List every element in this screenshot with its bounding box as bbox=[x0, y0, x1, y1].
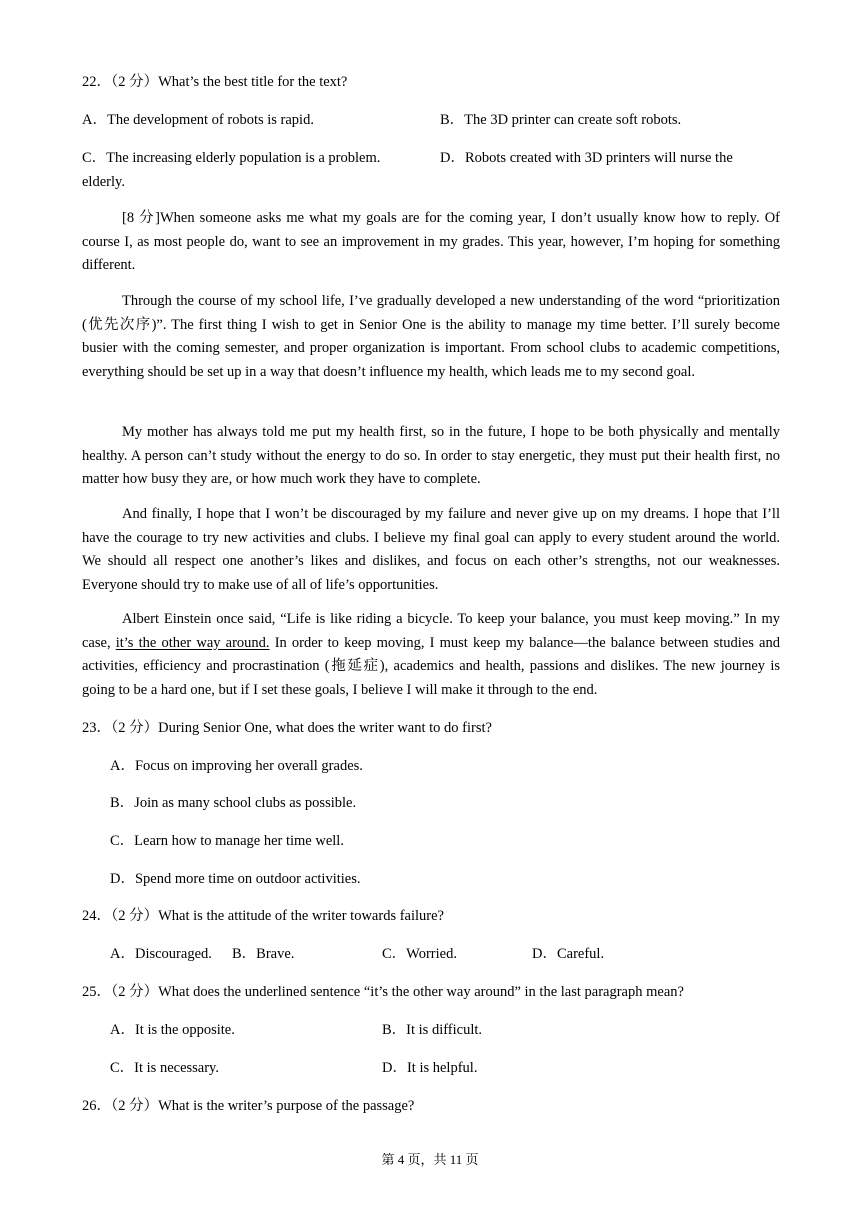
passage-paragraph-4: And finally, I hope that I won’t be discouraged by my failure and never give up on my dreams. I hope that I’ll have the courage to try new activities and clubs. I believe my final goal can apply to every student around the world. We should all respect one another’s likes and dislikes, and focus on each other’s strengths, not our weaknesses. Everyone should try to make use of all of life’s opportunities. bbox=[82, 506, 780, 593]
q25-option-d: D．It is helpful. bbox=[382, 1060, 478, 1076]
q22-option-c: C．The increasing elderly population is a problem. bbox=[82, 150, 381, 166]
q24-option-b: B．Brave. bbox=[232, 946, 295, 962]
passage-paragraph-1: [8 分]When someone asks me what my goals are for the coming year, I don’t usually know how to reply. Of course I, as most people do, want to see an improvement in my grades. This year, however, I’m hoping for something different. bbox=[82, 210, 780, 274]
paragraph-5-text-start: Albert Einstein once said, “Life is like riding a bicycle. To keep your balance, you must keep moving.” In my case, bbox=[82, 611, 780, 651]
q22-stem: 22．（2 分）What’s the best title for the text? bbox=[82, 74, 348, 90]
q25-option-c: C．It is necessary. bbox=[110, 1060, 219, 1076]
q25-stem: 25．（2 分）What does the underlined sentence “it’s the other way around” in the last paragraph mean? bbox=[82, 984, 684, 1000]
q22-option-b: B．The 3D printer can create soft robots. bbox=[440, 112, 682, 128]
q22-option-d: D．Robots created with 3D printers will nurse the bbox=[440, 150, 733, 166]
passage-paragraph-2: Through the course of my school life, I’ve gradually developed a new understanding of the word “prioritization (优先次序)”. The first thing I wish to get in Senior One is the ability to manage my time better. I’ll surely become busier with the coming semester, and proper organization is important. From school clubs to academic competitions, everything should be set up in a way that doesn’t influence my health, which leads me to my second goal. bbox=[82, 293, 780, 380]
passage-paragraph-5 bbox=[82, 608, 780, 702]
page-number-footer: 第 4 页，共 11 页 bbox=[381, 1152, 479, 1167]
q23-option-d: D．Spend more time on outdoor activities. bbox=[110, 871, 361, 887]
underlined-sentence: it’s the other way around. bbox=[115, 634, 270, 651]
q22-option-a: A．The development of robots is rapid. bbox=[82, 112, 314, 128]
q24-option-c: C．Worried. bbox=[382, 946, 457, 962]
q23-option-c: C．Learn how to manage her time well. bbox=[110, 833, 344, 849]
paragraph-5-text-end: In order to keep moving, I must keep my balance—the balance between studies and activities, efficiency and procrastination (拖延症), academics and health, passions and dislikes. The new journey is going to be a hard one, but if I set these goals, I believe I will make it through to the end. bbox=[82, 634, 780, 698]
q23-stem: 23．（2 分）During Senior One, what does the writer want to do first? bbox=[82, 720, 492, 736]
q25-option-a: A．It is the opposite. bbox=[110, 1022, 235, 1038]
q24-stem: 24．（2 分）What is the attitude of the writer towards failure? bbox=[82, 908, 444, 924]
passage-paragraph-3: My mother has always told me put my health first, so in the future, I hope to be both physically and mentally healthy. A person can’t study without the energy to do so. In order to stay energetic, they must put their health first, no matter how busy they are, or how much work they have to complete. bbox=[82, 424, 780, 488]
q26-stem: 26．（2 分）What is the writer’s purpose of the passage? bbox=[82, 1098, 415, 1114]
q25-option-b: B．It is difficult. bbox=[382, 1022, 483, 1038]
q24-option-a: A．Discouraged. bbox=[110, 946, 212, 962]
q22-option-d-continued: elderly. bbox=[82, 174, 125, 190]
q23-option-a: A．Focus on improving her overall grades. bbox=[110, 758, 363, 774]
q23-option-b: B．Join as many school clubs as possible. bbox=[110, 795, 357, 811]
q24-option-d: D．Careful. bbox=[532, 946, 605, 962]
